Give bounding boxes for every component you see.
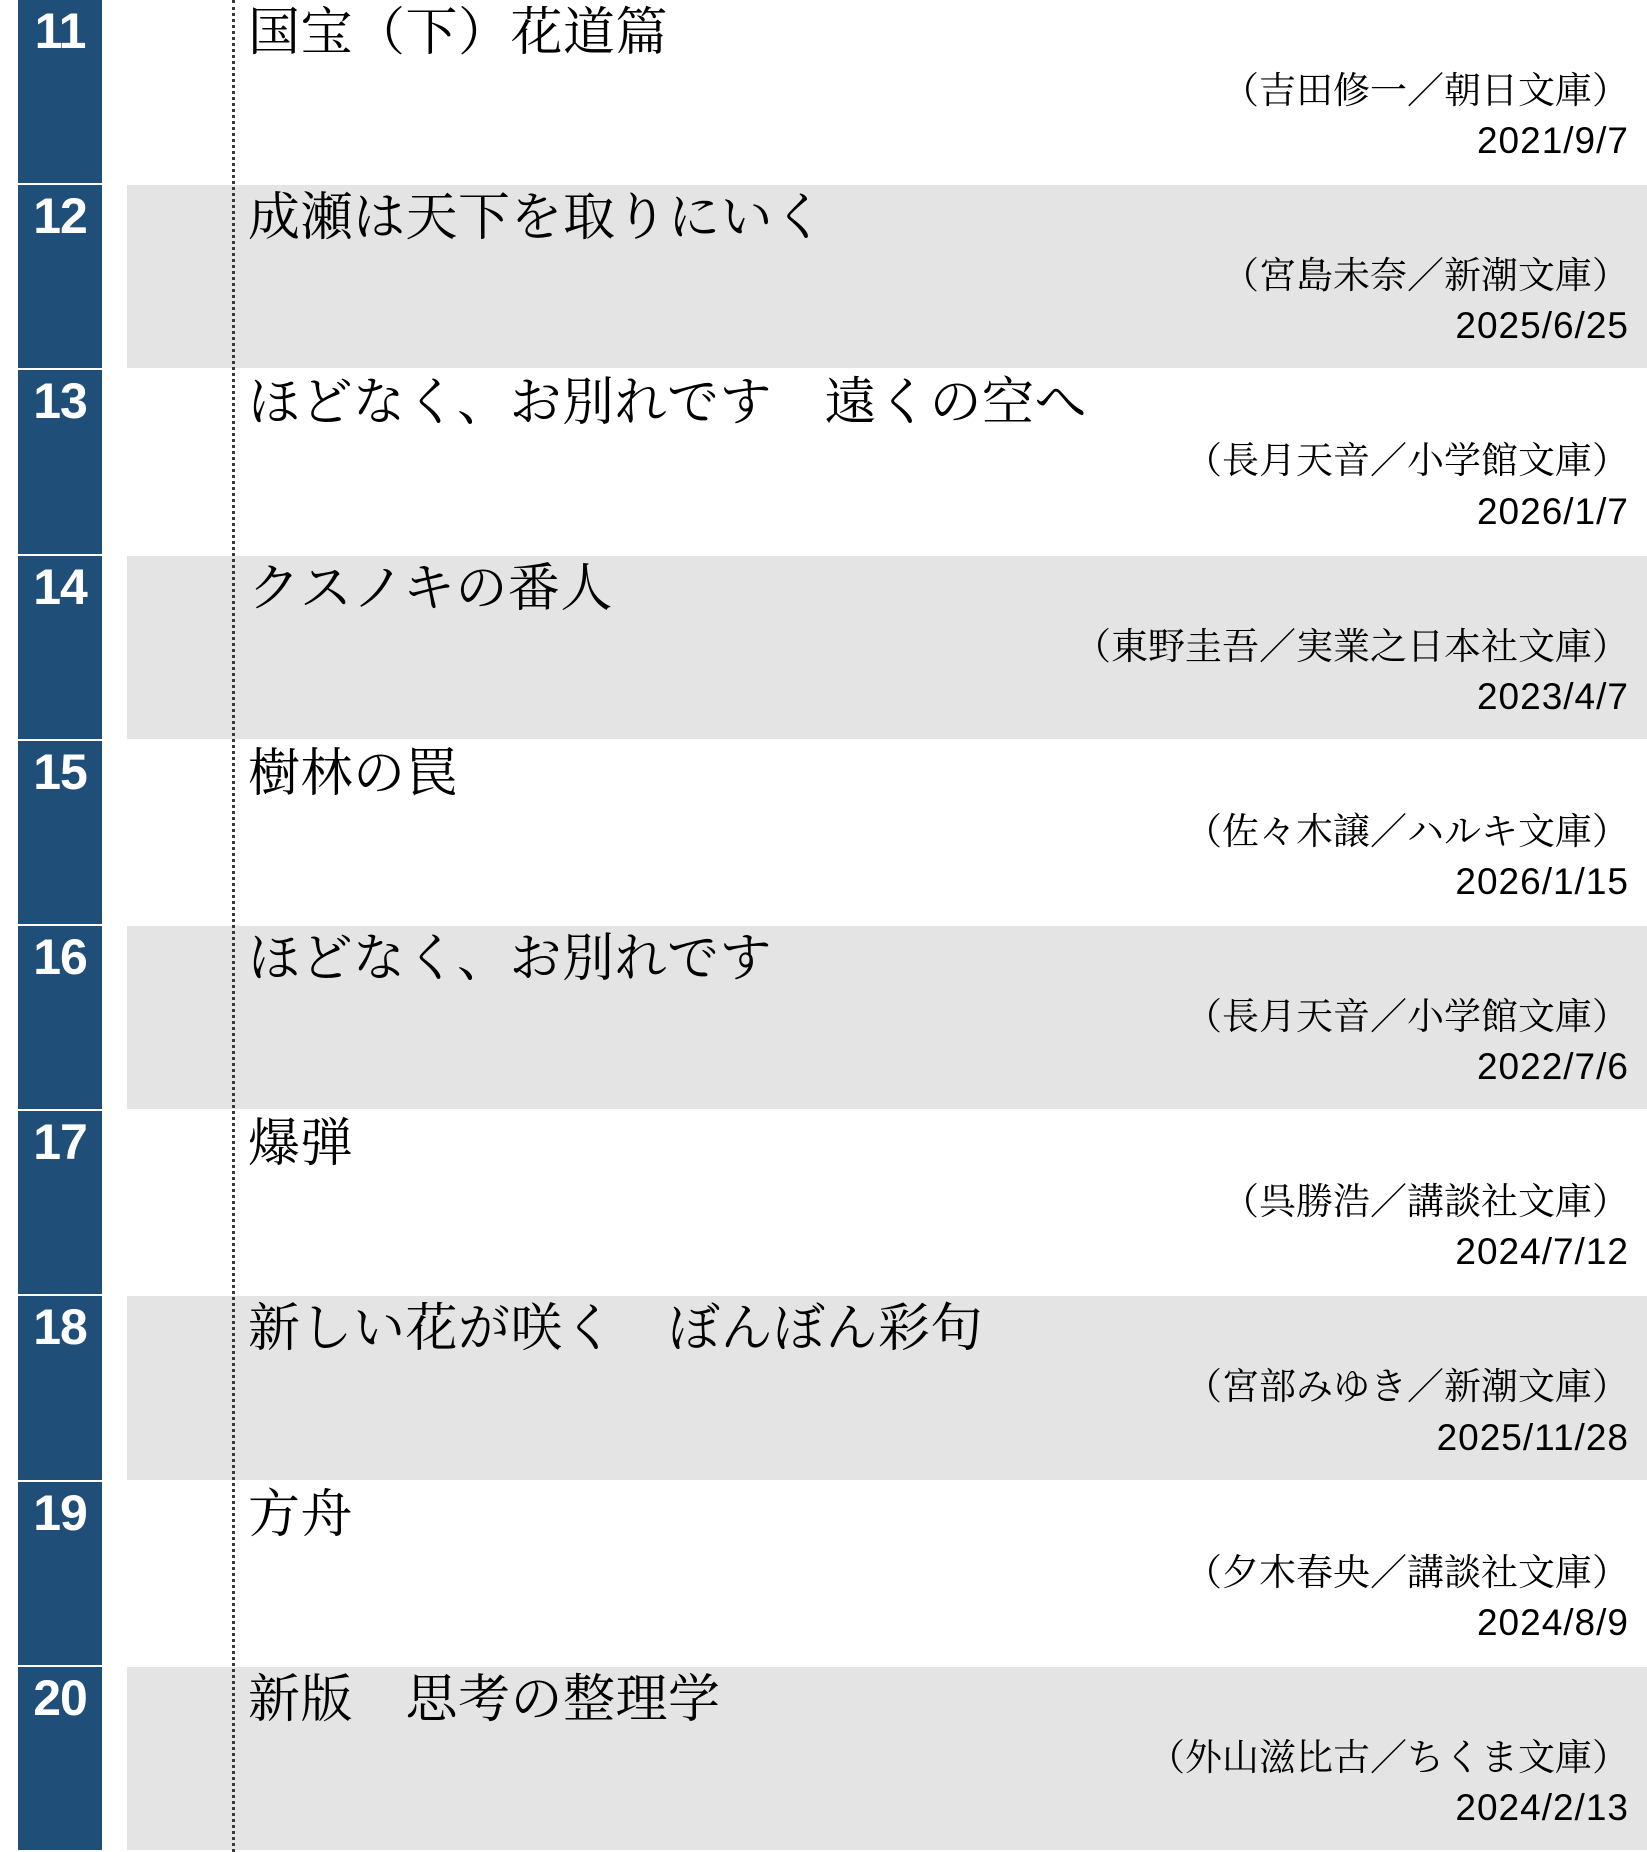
- author-publisher: （長月天音／小学館文庫）: [1185, 995, 1629, 1037]
- table-row: [0, 556, 1647, 741]
- author-publisher: （長月天音／小学館文庫）: [1185, 440, 1629, 482]
- publication-date: 2024/8/9: [1476, 1601, 1629, 1643]
- author-publisher: （佐々木譲／ハルキ文庫）: [1185, 810, 1629, 852]
- book-title: ほどなく、お別れです 遠くの空へ: [248, 374, 1087, 433]
- table-row: [0, 1667, 1647, 1852]
- author-publisher: （呉勝浩／講談社文庫）: [1222, 1181, 1629, 1223]
- book-title: 方舟: [248, 1485, 354, 1544]
- author-publisher: （吉田修一／朝日文庫）: [1222, 70, 1629, 111]
- row-content: [248, 1667, 1629, 1850]
- table-row: [0, 1296, 1647, 1481]
- row-content: [248, 0, 1629, 183]
- publication-date: 2026/1/7: [1476, 490, 1629, 532]
- publication-date: 2025/11/28: [1436, 1416, 1629, 1458]
- rank-number: 12: [33, 188, 87, 245]
- rank-number: 11: [34, 3, 86, 59]
- row-content: [248, 1111, 1629, 1294]
- rank-number: 18: [33, 1299, 87, 1356]
- rank-number: 13: [33, 373, 87, 430]
- row-content: [248, 741, 1629, 924]
- author-publisher: （宮部みゆき／新潮文庫）: [1185, 1366, 1629, 1408]
- table-row: [0, 370, 1647, 555]
- publication-date: 2026/1/15: [1455, 861, 1629, 902]
- book-meta: [248, 438, 1629, 535]
- book-title: ほどなく、お別れです: [248, 929, 772, 988]
- publication-date: 2024/2/13: [1455, 1786, 1629, 1828]
- row-content: [248, 926, 1629, 1109]
- publication-date: 2024/7/12: [1455, 1231, 1629, 1273]
- row-content: [248, 185, 1629, 368]
- table-row: [0, 1482, 1647, 1667]
- table-row: [0, 185, 1647, 370]
- publication-date: 2025/6/25: [1455, 305, 1629, 347]
- table-row: [0, 926, 1647, 1111]
- rank-number: 15: [33, 743, 87, 800]
- book-title: 新しい花が咲く ぼんぼん彩句: [248, 1300, 984, 1359]
- author-publisher: （外山滋比古／ちくま文庫）: [1148, 1736, 1629, 1778]
- book-meta: [248, 253, 1629, 350]
- book-meta: [248, 1735, 1629, 1832]
- table-row: [0, 1111, 1647, 1296]
- column-divider: [232, 0, 235, 1852]
- rank-number: 19: [33, 1484, 87, 1541]
- book-meta: [248, 1364, 1629, 1461]
- book-meta: [248, 994, 1629, 1091]
- book-meta: [248, 809, 1629, 906]
- row-content: [248, 556, 1629, 739]
- book-title: 樹林の罠: [248, 744, 459, 803]
- row-content: [248, 1482, 1629, 1665]
- rank-number: 14: [33, 558, 87, 615]
- table-row: [0, 741, 1647, 926]
- author-publisher: （東野圭吾／実業之日本社文庫）: [1074, 625, 1629, 667]
- author-publisher: （宮島未奈／新潮文庫）: [1222, 255, 1629, 297]
- publication-date: 2021/9/7: [1476, 120, 1629, 162]
- rank-number: 17: [33, 1114, 87, 1171]
- author-publisher: （夕木春央／講談社文庫）: [1185, 1551, 1629, 1593]
- book-title: クスノキの番人: [248, 559, 613, 618]
- book-meta: [248, 624, 1629, 721]
- row-content: [248, 370, 1629, 553]
- book-title: 成瀬は天下を取りにいく: [248, 189, 826, 248]
- row-content: [248, 1296, 1629, 1479]
- rank-number: 20: [33, 1669, 87, 1726]
- rank-number: 16: [33, 928, 87, 985]
- publication-date: 2022/7/6: [1476, 1046, 1629, 1088]
- publication-date: 2023/4/7: [1476, 675, 1629, 717]
- book-meta: [248, 1179, 1629, 1276]
- book-title: 新版 思考の整理学: [248, 1670, 721, 1729]
- table-row: [0, 0, 1647, 185]
- book-meta: [248, 1550, 1629, 1647]
- book-meta: [248, 68, 1629, 165]
- book-title: 爆弾: [248, 1115, 354, 1174]
- book-title: 国宝（下）花道篇: [248, 4, 669, 62]
